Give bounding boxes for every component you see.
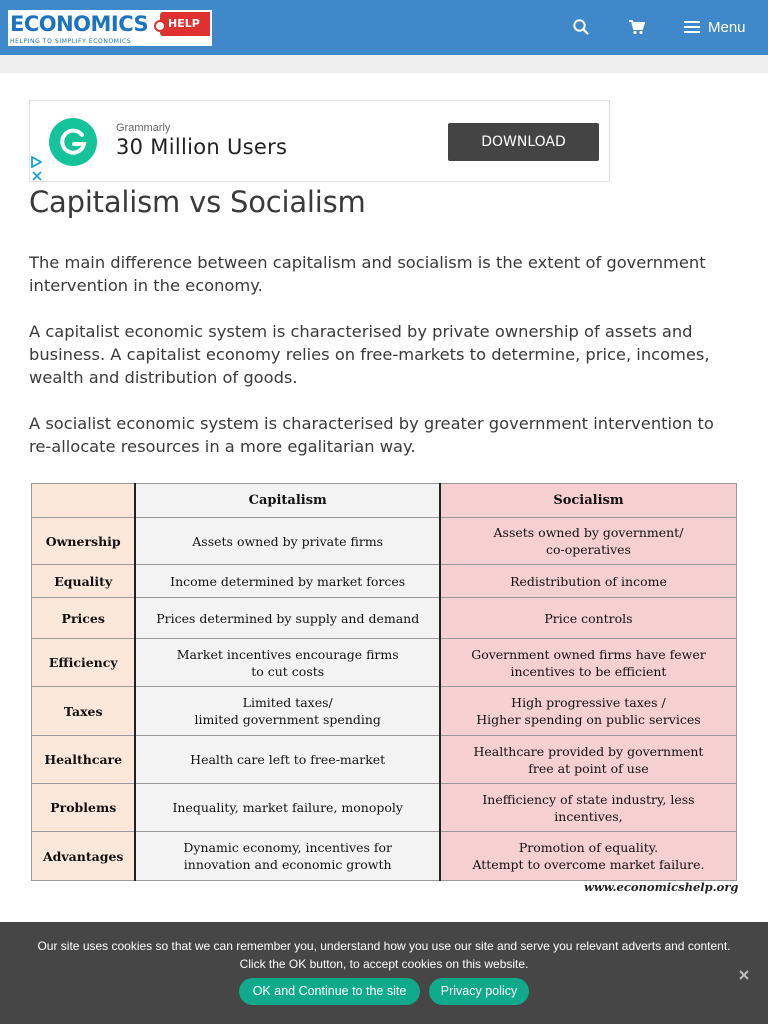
row-label: Healthcare bbox=[32, 736, 136, 784]
row-label: Efficiency bbox=[32, 639, 136, 687]
ad-brand: Grammarly bbox=[116, 122, 171, 134]
cell-line: Inefficiency of state industry, less bbox=[482, 791, 695, 807]
table-row bbox=[32, 598, 737, 639]
socialism-paragraph: A socialist economic system is characterised by greater government intervention to re-allocate resources in a more egalitarian way. bbox=[29, 414, 714, 456]
table-header-socialism: Socialism bbox=[440, 484, 737, 518]
ad-choices-icon[interactable] bbox=[30, 153, 42, 165]
table-header-row bbox=[32, 484, 737, 518]
menu-button[interactable] bbox=[684, 14, 746, 40]
cell-line: Health care left to free-market bbox=[190, 752, 386, 767]
cell-line: Redistribution of income bbox=[510, 573, 667, 589]
ad-close-icon[interactable] bbox=[31, 167, 43, 179]
cell-line: Government owned firms have fewer bbox=[471, 646, 706, 662]
cell-line: co-operatives bbox=[545, 542, 631, 557]
cell-line: to cut costs bbox=[251, 663, 325, 679]
capitalism-cell bbox=[135, 736, 439, 784]
ad-banner[interactable] bbox=[29, 100, 610, 182]
table-row bbox=[32, 639, 737, 687]
grammarly-logo-icon bbox=[49, 118, 97, 166]
menu-label: Menu bbox=[708, 18, 746, 36]
cell-line: Healthcare provided by government bbox=[473, 743, 704, 759]
cell-line: incentives, bbox=[554, 808, 623, 824]
socialism-cell bbox=[440, 832, 737, 881]
cell-line: Promotion of equality. bbox=[518, 840, 659, 855]
capitalism-cell bbox=[135, 687, 439, 736]
close-icon[interactable] bbox=[737, 967, 751, 981]
table-header-capitalism: Capitalism bbox=[135, 484, 439, 518]
comparison-table bbox=[31, 483, 737, 881]
cell-line: Higher spending on public services bbox=[476, 712, 701, 727]
cookie-banner bbox=[0, 922, 768, 1024]
cell-line: Assets owned by government/ bbox=[493, 525, 684, 540]
privacy-policy-button[interactable]: Privacy policy bbox=[429, 978, 529, 1005]
image-credit: www.economicshelp.org bbox=[584, 880, 739, 894]
socialism-cell bbox=[440, 687, 737, 736]
cell-line: free at point of use bbox=[528, 760, 649, 776]
cookie-text: Our site uses cookies so that we can remember you, understand how you use our site and serve you relevant adverts and content. Click the OK button, to accept cookies on this website. bbox=[37, 939, 731, 971]
site-logo[interactable] bbox=[8, 10, 212, 46]
cell-line: Price controls bbox=[544, 610, 633, 626]
capitalism-cell bbox=[135, 639, 439, 687]
socialism-cell bbox=[440, 639, 737, 687]
capitalism-cell bbox=[135, 518, 439, 565]
cart-icon[interactable] bbox=[627, 17, 647, 37]
socialism-cell bbox=[440, 784, 737, 832]
socialism-cell bbox=[440, 518, 737, 565]
table-row bbox=[32, 832, 737, 881]
cell-line: Income determined by market forces bbox=[170, 573, 406, 589]
capitalism-cell bbox=[135, 832, 439, 881]
table-row bbox=[32, 736, 737, 784]
row-label: Prices bbox=[32, 598, 136, 639]
page-title: Capitalism vs Socialism bbox=[29, 185, 366, 219]
socialism-cell bbox=[440, 736, 737, 784]
cell-line: Assets owned by private firms bbox=[192, 533, 384, 549]
row-label: Taxes bbox=[32, 687, 136, 736]
cell-line: Attempt to overcome market failure. bbox=[472, 857, 705, 872]
table-header-empty bbox=[32, 484, 136, 518]
cell-line: Market incentives encourage firms bbox=[176, 646, 399, 662]
header-divider bbox=[0, 55, 768, 73]
table-row bbox=[32, 784, 737, 832]
table-row bbox=[32, 518, 737, 565]
ad-download-button[interactable]: DOWNLOAD bbox=[448, 123, 599, 161]
capitalism-cell bbox=[135, 598, 439, 639]
cell-line: Inequality, market failure, monopoly bbox=[172, 800, 403, 815]
logo-badge: HELP bbox=[160, 12, 210, 36]
search-icon[interactable] bbox=[571, 17, 591, 37]
ad-headline: 30 Million Users bbox=[116, 135, 288, 159]
cell-line: incentives to be efficient bbox=[510, 663, 667, 679]
cookie-accept-button[interactable]: OK and Continue to the site bbox=[239, 978, 420, 1005]
row-label: Advantages bbox=[32, 832, 136, 881]
cell-line: Limited taxes/ bbox=[242, 695, 333, 710]
intro-paragraph: The main difference between capitalism and socialism is the extent of government intervention in the economy. bbox=[29, 253, 706, 295]
row-label: Equality bbox=[32, 565, 136, 598]
socialism-cell bbox=[440, 565, 737, 598]
capitalism-paragraph: A capitalist economic system is characterised by private ownership of assets and business. A capitalist economy relies on free-markets to determine, price, incomes, wealth and distribution of goods. bbox=[29, 322, 710, 387]
row-label: Problems bbox=[32, 784, 136, 832]
cell-line: Prices determined by supply and demand bbox=[156, 610, 420, 626]
socialism-cell bbox=[440, 598, 737, 639]
table-row bbox=[32, 687, 737, 736]
site-header bbox=[0, 0, 768, 55]
hamburger-icon bbox=[684, 20, 700, 34]
capitalism-cell bbox=[135, 565, 439, 598]
table-row bbox=[32, 565, 737, 598]
cell-line: innovation and economic growth bbox=[183, 857, 392, 872]
logo-tagline: HELPING TO SIMPLIFY ECONOMICS bbox=[10, 38, 132, 45]
row-label: Ownership bbox=[32, 518, 136, 565]
cell-line: High progressive taxes / bbox=[511, 695, 666, 710]
cell-line: limited government spending bbox=[194, 712, 381, 727]
capitalism-cell bbox=[135, 784, 439, 832]
cell-line: Dynamic economy, incentives for bbox=[183, 840, 392, 855]
logo-text: ECONOMICS bbox=[10, 12, 149, 36]
